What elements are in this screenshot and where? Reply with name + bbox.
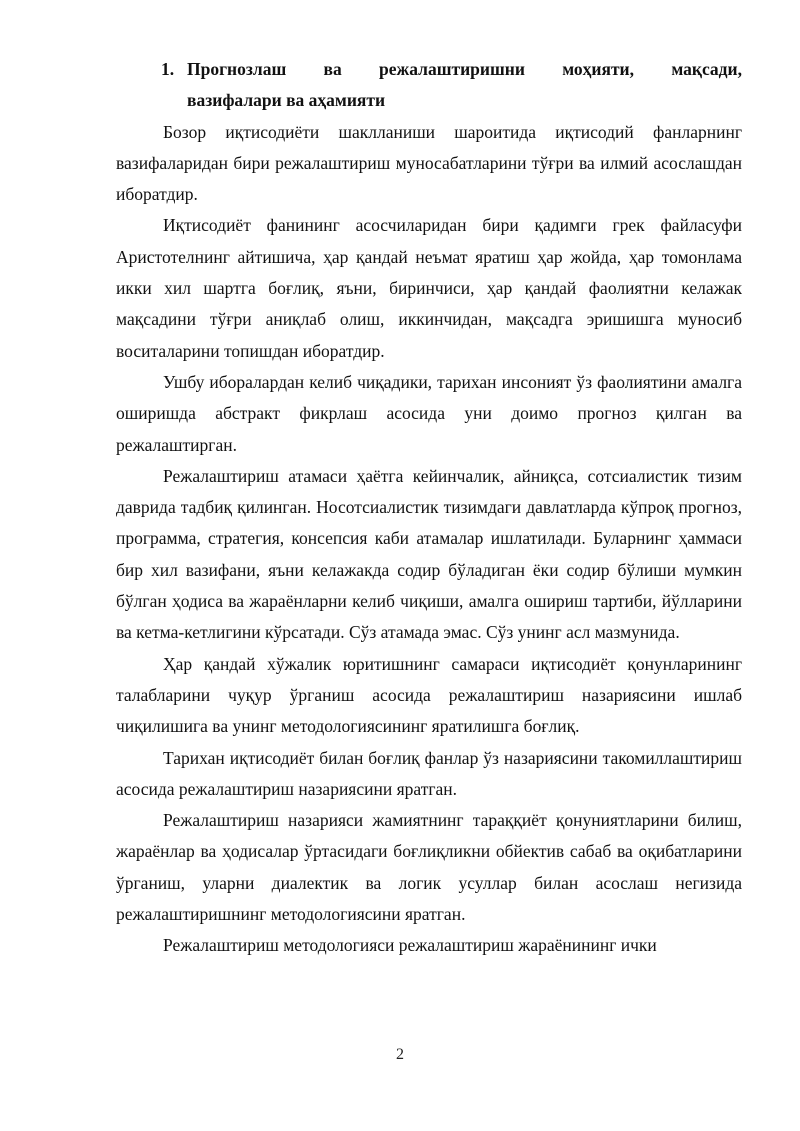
paragraph: Ҳар қандай хўжалик юритишнинг самараси иқтисодиёт қонунларининг талабларини чуқур ўрганиш асосида режалаштириш назариясини ишлаб чиқилишига ва унинг методологиясининг яратилишга боғлиқ. <box>116 653 742 737</box>
page-body <box>116 54 742 962</box>
heading-number: 1. <box>161 59 175 79</box>
paragraph: Режалаштириш назарияси жамиятнинг тараққиёт қонуниятларини билиш, жараёнлар ва ҳодисалар ўртасидаги боғлиқликни обйектив сабаб ва оқибатларини ўрганиш, уларни диалектик ва логик усуллар билан асослаш негизида режалаштиришнинг методологиясини яратган. <box>116 810 742 925</box>
heading-title-line-1: Прогнозлаш ва режалаштиришни моҳияти, мақсади, <box>187 59 742 79</box>
page-number: 2 <box>396 1046 404 1063</box>
paragraph: Режалаштириш методологияси режалаштириш жараёнининг ички <box>163 935 657 956</box>
paragraph: Ушбу иборалардан келиб чиқадики, тарихан инсоният ўз фаолиятини амалга оширишда абстракт фикрлаш асосида уни доимо прогноз қилган ва режалаштирган. <box>116 371 742 455</box>
paragraph: Иқтисодиёт фанининг асосчиларидан бири қадимги грек файласуфи Аристотелнинг айтишича, ҳар қандай неъмат яратиш ҳар жойда, ҳар томонлама икки хил шартга боғлиқ, яъни, биринчиси, ҳар қандай фаолиятни келажак мақсадини тўғри аниқлаб олиш, иккинчидан, мақсадга эришишга муносиб воситаларини топишдан иборатдир. <box>116 215 742 361</box>
paragraph: Режалаштириш атамаси ҳаётга кейинчалик, айниқса, сотсиалистик тизим даврида тадбиқ қилинган. Носотсиалистик тизимдаги давлатларда кўпроқ прогноз, программа, стратегия, консепсия каби атамалар ишлатилади. Буларнинг ҳаммаси бир хил вазифани, яъни келажакда содир бўладиган ёки содир бўлиши мумкин бўлган ҳодиса ва жараёнларни келиб чиқиши, амалга ошириш тартиби, йўлларини ва кетма-кетлигини кўрсатади. Сўз атамада эмас. Сўз унинг асл мазмунида. <box>116 465 742 643</box>
heading-title-line-2: вазифалари ва аҳамияти <box>187 90 386 111</box>
paragraph: Бозор иқтисодиёти шаклланиши шароитида иқтисодий фанларнинг вазифаларидан бири режалаштириш муносабатларини тўғри ва илмий асослашдан иборатдир. <box>116 121 742 205</box>
heading-number-cell <box>116 54 187 117</box>
paragraph: Тарихан иқтисодиёт билан боғлиқ фанлар ўз назариясини такомиллаштириш асосида режалаштириш назариясини яратган. <box>116 747 742 799</box>
heading-title <box>187 54 742 117</box>
section-heading <box>116 54 742 117</box>
